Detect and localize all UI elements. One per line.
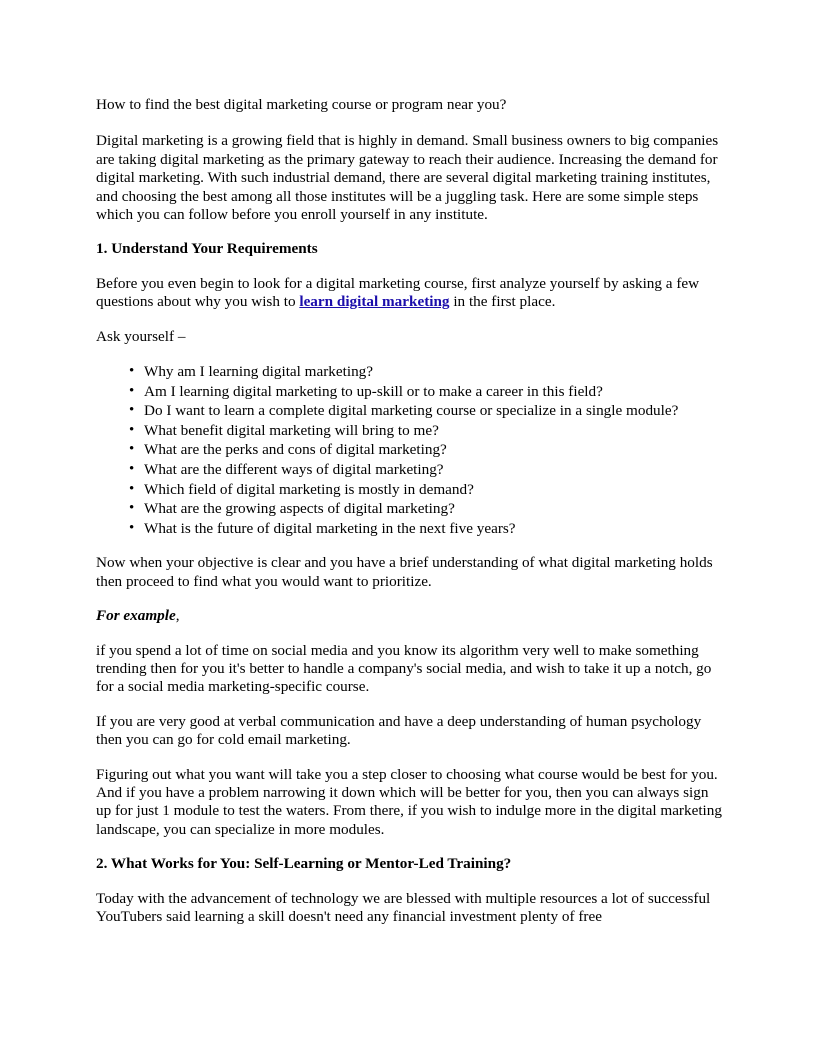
question-text: Do I want to learn a complete digital marketing course or specialize in a single module? xyxy=(144,402,679,420)
question-list-item xyxy=(129,480,722,500)
section-2-heading: 2. What Works for You: Self-Learning or Mentor-Led Training? xyxy=(96,855,512,873)
bullet-icon: • xyxy=(129,519,135,536)
bullet-icon: • xyxy=(129,441,135,458)
question-text: What are the different ways of digital marketing? xyxy=(144,461,444,479)
question-list-item xyxy=(129,382,722,402)
question-text: What are the growing aspects of digital marketing? xyxy=(144,500,455,518)
bullet-icon: • xyxy=(129,363,135,380)
section-1-paragraph xyxy=(96,275,722,312)
intro-paragraph: Digital marketing is a growing field that is highly in demand. Small business owners to big companies are taking digital marketing as the primary gateway to reach their audience. Increasing the demand for digital marketing. With such industrial demand, there are several digital marketing training institutes, and choosing the best among all those institutes will be a juggling task. Here are some simple steps which you can follow before you enroll yourself in any institute. xyxy=(96,132,719,224)
section-2-paragraph: Today with the advancement of technology we are blessed with multiple resources a lot of successful YouTubers said learning a skill doesn't need any financial investment plenty of free xyxy=(96,889,711,926)
section-1-text-after-link: in the first place. xyxy=(449,293,556,311)
document-page xyxy=(96,96,722,943)
ask-yourself-text: Ask yourself – xyxy=(96,327,186,345)
bullet-icon: • xyxy=(129,461,135,478)
question-list-item xyxy=(129,421,722,441)
question-text: What is the future of digital marketing in the next five years? xyxy=(144,519,516,537)
example-paragraph-social: if you spend a lot of time on social media and you know its algorithm very well to make something trending then for you it's better to handle a company's social media, and wish to take it up a notch, go for a social media marketing-specific course. xyxy=(96,641,712,696)
question-list-item xyxy=(129,499,722,519)
question-text: Which field of digital marketing is mostly in demand? xyxy=(144,480,474,498)
example-label: For example xyxy=(96,607,176,625)
bullet-icon: • xyxy=(129,382,135,399)
question-text: What are the perks and cons of digital marketing? xyxy=(144,441,447,459)
question-list-item xyxy=(129,401,722,421)
bullet-icon: • xyxy=(129,421,135,438)
question-text: Why am I learning digital marketing? xyxy=(144,363,373,381)
bullet-icon: • xyxy=(129,480,135,497)
question-text: What benefit digital marketing will bring to me? xyxy=(144,421,439,439)
document-title-line: How to find the best digital marketing course or program near you? xyxy=(96,96,507,113)
example-label-line xyxy=(96,607,722,625)
question-list-item xyxy=(129,519,722,539)
example-comma: , xyxy=(175,607,180,625)
question-list-item xyxy=(129,440,722,460)
question-list-item xyxy=(129,362,722,382)
figuring-out-paragraph: Figuring out what you want will take you a step closer to choosing what course would be best for you. And if you have a problem narrowing it down which will be better for you, then you can always sign up for just 1 module to test the waters. From there, if you wish to indulge more in the digital marketing landscape, you can specialize in more modules. xyxy=(96,765,722,838)
section-1-text-before-link: Before you even begin to look for a digital marketing course, first analyze yourself by asking a few questions about why you wish to xyxy=(96,274,700,311)
learn-digital-marketing-link[interactable]: learn digital marketing xyxy=(299,293,450,311)
question-list xyxy=(96,362,722,538)
question-list-item xyxy=(129,460,722,480)
objective-paragraph: Now when your objective is clear and you have a brief understanding of what digital marketing holds then proceed to find what you would want to prioritize. xyxy=(96,554,713,590)
bullet-icon: • xyxy=(129,402,135,419)
example-paragraph-email: If you are very good at verbal communication and have a deep understanding of human psychology then you can go for cold email marketing. xyxy=(96,712,702,749)
bullet-icon: • xyxy=(129,500,135,517)
question-text: Am I learning digital marketing to up-skill or to make a career in this field? xyxy=(144,382,603,400)
section-1-heading: 1. Understand Your Requirements xyxy=(96,240,318,258)
